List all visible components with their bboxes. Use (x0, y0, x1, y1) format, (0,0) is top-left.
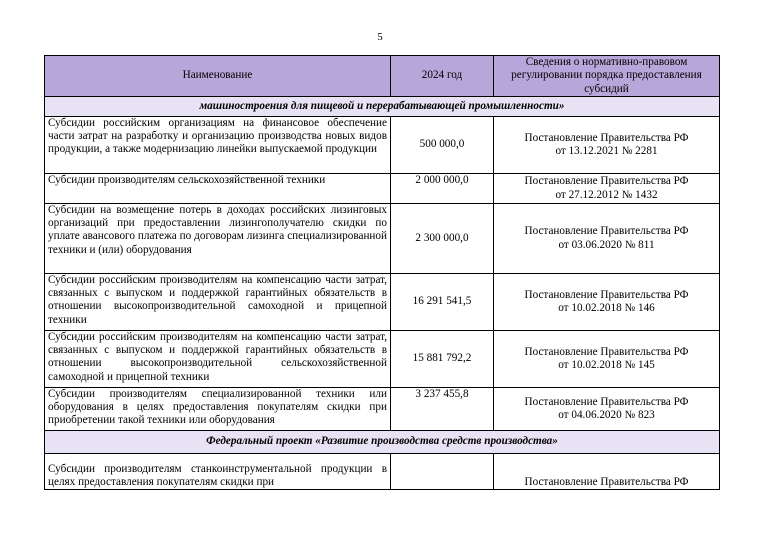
subsidy-amount: 2 300 000,0 (391, 204, 494, 274)
subsidy-name: Субсидии российским организациям на финансовое обеспечение части затрат на разработку и организацию производства новых видов продукции, а также модернизацию линейки выпускаемой продукции (45, 117, 391, 174)
table-row (45, 388, 720, 431)
subsidy-name: Субсидии российским производителям на компенсацию части затрат, связанных с выпуском и поддержкой гарантийных обязательств в отношении высокопроизводительной самоходной и прицепной техники (45, 274, 391, 331)
subsidy-amount: 15 881 792,2 (391, 331, 494, 388)
subsidy-name: Субсидии российским производителям на компенсацию части затрат, связанных с выпуском и поддержкой гарантийных обязательств в отношении высокопроизводительной сельскохозяйственной самоходной и прицепной техники (45, 331, 391, 388)
table-row (45, 331, 720, 388)
subsidy-regulation: Постановление Правительства РФ (494, 454, 720, 490)
section-title: машиностроения для пищевой и перерабатывающей промышленности» (45, 97, 720, 117)
page-number: 5 (377, 31, 383, 43)
section-title: Федеральный проект «Развитие производства средств производства» (45, 431, 720, 454)
subsidy-amount: 500 000,0 (391, 117, 494, 174)
subsidy-name: Субсидии производителям станкоинструментальной продукции в целях предоставления покупателям скидки при (45, 454, 391, 490)
subsidy-regulation: Постановление Правительства РФ от 27.12.2012 № 1432 (494, 174, 720, 204)
subsidy-amount (391, 454, 494, 490)
subsidy-name: Субсидии производителям специализированной техники или оборудования в целях предоставления покупателям скидки при приобретении такой техники или оборудования (45, 388, 391, 431)
subsidy-amount: 16 291 541,5 (391, 274, 494, 331)
table-row (45, 174, 720, 204)
table-row (45, 274, 720, 331)
subsidy-regulation: Постановление Правительства РФ от 03.06.2020 № 811 (494, 204, 720, 274)
subsidy-regulation: Постановление Правительства РФ от 13.12.2021 № 2281 (494, 117, 720, 174)
subsidy-amount: 3 237 455,8 (391, 388, 494, 431)
subsidies-table (44, 55, 720, 490)
header-regulation: Сведения о нормативно-правовом регулировании порядка предоставления субсидий (494, 56, 720, 97)
table-header-row (45, 56, 720, 97)
section-row (45, 97, 720, 117)
section-row (45, 431, 720, 454)
subsidy-name: Субсидии производителям сельскохозяйственной техники (45, 174, 391, 204)
header-name: Наименование (45, 56, 391, 97)
subsidy-amount: 2 000 000,0 (391, 174, 494, 204)
subsidy-regulation: Постановление Правительства РФ от 10.02.2018 № 146 (494, 274, 720, 331)
table-row (45, 454, 720, 490)
table-row (45, 204, 720, 274)
header-year: 2024 год (391, 56, 494, 97)
subsidy-regulation: Постановление Правительства РФ от 04.06.2020 № 823 (494, 388, 720, 431)
table-row (45, 117, 720, 174)
subsidy-name: Субсидии на возмещение потерь в доходах российских лизинговых организаций при предоставлении лизингополучателю скидки по уплате авансового платежа по договорам лизинга специализированной техники и (или) оборудования (45, 204, 391, 274)
subsidy-regulation: Постановление Правительства РФ от 10.02.2018 № 145 (494, 331, 720, 388)
